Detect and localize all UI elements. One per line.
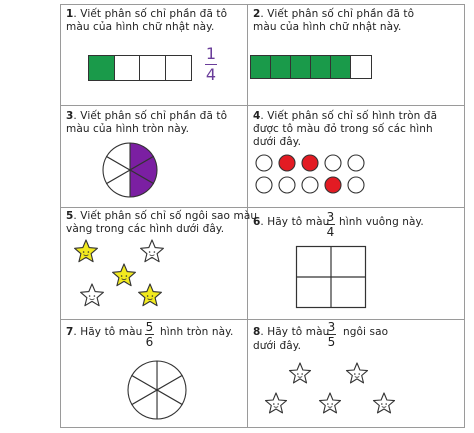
q1-cell bbox=[166, 56, 192, 80]
q4-circle bbox=[325, 155, 341, 171]
q8-fraction: 3 5 bbox=[327, 320, 336, 349]
q2-cell bbox=[291, 56, 311, 78]
q2-prompt: 2. Viết phân số chỉ phần đã tô màu của hình chữ nhật này. bbox=[253, 8, 415, 33]
q2-cell bbox=[271, 56, 291, 78]
q4-prompt: 4. Viết phân số chỉ số hình tròn đã được tô màu đỏ trong số các hình dưới đây. bbox=[253, 110, 438, 148]
q4-circle bbox=[325, 177, 341, 193]
q5-star bbox=[81, 284, 104, 306]
q5-star bbox=[139, 284, 162, 306]
q8-prompt-line2: dưới đây. bbox=[253, 340, 302, 352]
row-divider-2 bbox=[61, 207, 464, 208]
q6-fraction: 3 4 bbox=[326, 210, 335, 239]
q1-prompt: 1. Viết phân số chỉ phần đã tô màu của hình chữ nhật này. bbox=[66, 8, 228, 33]
q4-circle bbox=[279, 155, 295, 171]
q3-prompt: 3. Viết phân số chỉ phần đã tô màu của hình tròn này. bbox=[66, 110, 228, 135]
q6-prompt-end: hình vuông này. bbox=[339, 216, 424, 228]
q6-prompt: 6. Hãy tô màu bbox=[253, 216, 330, 228]
q3-circle bbox=[102, 142, 158, 198]
q7-prompt-end: hình tròn này. bbox=[160, 326, 234, 338]
q7-prompt: 7. Hãy tô màu bbox=[66, 326, 143, 338]
q5-star bbox=[113, 264, 136, 286]
row-divider-1 bbox=[61, 105, 464, 106]
q1-cell bbox=[89, 56, 115, 80]
q8-star bbox=[290, 363, 311, 383]
q8-star bbox=[347, 363, 368, 383]
q4-circle bbox=[256, 155, 272, 171]
q4-circle bbox=[302, 177, 318, 193]
q2-cell bbox=[351, 56, 371, 78]
q2-cell bbox=[311, 56, 331, 78]
q5-prompt: 5. Viết phân số chỉ số ngôi sao màu vàng trong các hình dưới đây. bbox=[66, 210, 258, 235]
q8-star bbox=[266, 393, 287, 413]
q8-star bbox=[320, 393, 341, 413]
q7-fraction: 5 6 bbox=[145, 320, 154, 349]
q8-stars bbox=[260, 360, 400, 420]
q8-star bbox=[374, 393, 395, 413]
q2-rectangle bbox=[250, 55, 372, 79]
q8-prompt-end: ngôi sao bbox=[343, 326, 389, 338]
q8-prompt: 8. Hãy tô màu bbox=[253, 326, 330, 338]
q1-rectangle bbox=[88, 55, 192, 81]
q4-circle bbox=[348, 177, 364, 193]
q6-square bbox=[296, 246, 366, 308]
q1-fraction: 1 4 bbox=[205, 44, 217, 84]
q1-cell bbox=[115, 56, 141, 80]
q1-cell bbox=[140, 56, 166, 80]
q5-star bbox=[141, 240, 164, 262]
q4-circle bbox=[256, 177, 272, 193]
q5-star bbox=[75, 240, 98, 262]
q4-circle bbox=[279, 177, 295, 193]
q4-circles bbox=[255, 154, 375, 198]
q5-stars bbox=[70, 236, 180, 314]
q2-cell bbox=[251, 56, 271, 78]
q2-cell bbox=[331, 56, 351, 78]
q7-circle bbox=[127, 360, 187, 420]
row-divider-3 bbox=[61, 319, 464, 320]
q4-circle bbox=[348, 155, 364, 171]
q4-circle bbox=[302, 155, 318, 171]
